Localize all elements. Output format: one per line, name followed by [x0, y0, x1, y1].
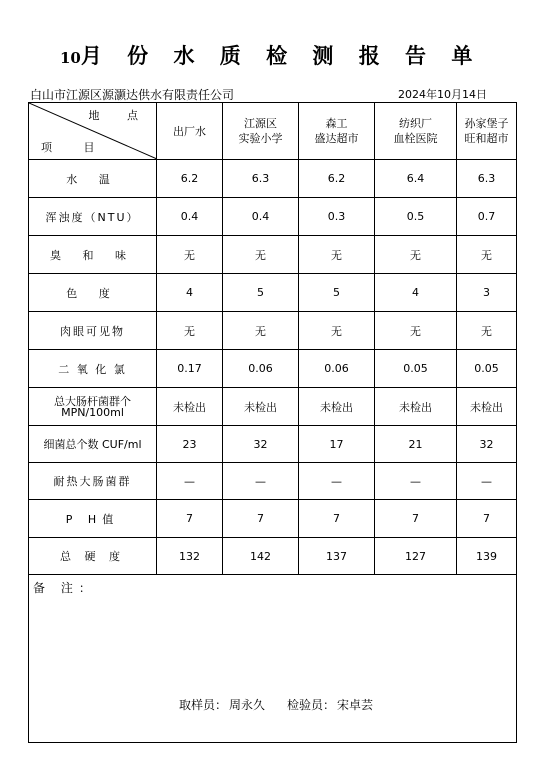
sampler-name: 周永久: [229, 698, 266, 712]
corner-location-label: 地 点: [88, 109, 150, 122]
cell-value: 3: [457, 274, 517, 312]
cell-value: 无: [457, 312, 517, 350]
table-row: [29, 312, 517, 350]
row-label: 肉眼可见物: [29, 312, 157, 350]
cell-value: 未检出: [299, 388, 375, 426]
remarks-row: [29, 575, 517, 743]
inspector-name: 宋卓芸: [337, 698, 374, 712]
row-label: 细菌总个数 CUF/ml: [29, 426, 157, 463]
cell-value: 0.06: [223, 350, 299, 388]
cell-value: 0.3: [299, 198, 375, 236]
cell-value: 0.17: [157, 350, 223, 388]
cell-value: 无: [223, 236, 299, 274]
location-header: 纺织厂 血栓医院: [375, 103, 457, 160]
cell-value: 7: [157, 500, 223, 538]
table-row: [29, 463, 517, 500]
table-row: [29, 500, 517, 538]
cell-value: 无: [299, 236, 375, 274]
cell-value: 0.05: [375, 350, 457, 388]
report-date: 2024年10月14日: [398, 88, 487, 101]
table-row: [29, 236, 517, 274]
row-label: 浑浊度（NTU）: [29, 198, 157, 236]
table-row: [29, 198, 517, 236]
cell-value: 4: [375, 274, 457, 312]
report-title: [60, 40, 481, 70]
cell-value: 137: [299, 538, 375, 575]
remarks-cell: [29, 575, 517, 743]
table-row: [29, 388, 517, 426]
cell-value: 4: [157, 274, 223, 312]
cell-value: 32: [457, 426, 517, 463]
table-row: [29, 426, 517, 463]
title-text: 月 份 水 质 检 测 报 告 单: [80, 43, 482, 68]
cell-value: 6.3: [223, 160, 299, 198]
location-header: 孙家堡子 旺和超市: [457, 103, 517, 160]
company-name: 白山市江源区源灏达供水有限责任公司: [30, 88, 235, 102]
cell-value: 0.4: [223, 198, 299, 236]
title-month: 10: [60, 49, 81, 67]
cell-value: 无: [457, 236, 517, 274]
cell-value: 23: [157, 426, 223, 463]
cell-value: 127: [375, 538, 457, 575]
cell-value: 无: [157, 312, 223, 350]
cell-value: 未检出: [157, 388, 223, 426]
cell-value: 未检出: [375, 388, 457, 426]
cell-value: 无: [299, 312, 375, 350]
cell-value: 132: [157, 538, 223, 575]
remarks-label: 备 注：: [33, 581, 97, 595]
cell-value: 6.3: [457, 160, 517, 198]
header-corner-cell: [29, 103, 157, 160]
cell-value: 无: [157, 236, 223, 274]
header-row: [29, 103, 517, 160]
cell-value: —: [375, 463, 457, 500]
cell-value: 0.4: [157, 198, 223, 236]
cell-value: 0.5: [375, 198, 457, 236]
row-label: 二 氧 化 氯: [29, 350, 157, 388]
cell-value: 0.05: [457, 350, 517, 388]
cell-value: 0.7: [457, 198, 517, 236]
corner-item-label: 项 目: [41, 141, 109, 154]
cell-value: —: [457, 463, 517, 500]
row-label: P H值: [29, 500, 157, 538]
cell-value: 6.2: [299, 160, 375, 198]
cell-value: 无: [375, 312, 457, 350]
row-label: 臭 和 味: [29, 236, 157, 274]
cell-value: —: [299, 463, 375, 500]
row-label: 水 温: [29, 160, 157, 198]
cell-value: —: [223, 463, 299, 500]
water-quality-table: [28, 102, 517, 743]
cell-value: 7: [223, 500, 299, 538]
location-header: 森工 盛达超市: [299, 103, 375, 160]
table-row: [29, 350, 517, 388]
cell-value: 0.06: [299, 350, 375, 388]
cell-value: 7: [299, 500, 375, 538]
cell-value: 32: [223, 426, 299, 463]
location-header: 江源区 实验小学: [223, 103, 299, 160]
row-label: 耐热大肠菌群: [29, 463, 157, 500]
cell-value: 6.2: [157, 160, 223, 198]
signature-line: [179, 696, 375, 713]
cell-value: 6.4: [375, 160, 457, 198]
cell-value: 142: [223, 538, 299, 575]
cell-value: 5: [223, 274, 299, 312]
location-header: 出厂水: [157, 103, 223, 160]
inspector-label: 检验员：: [287, 698, 336, 712]
cell-value: 21: [375, 426, 457, 463]
sampler-label: 取样员：: [179, 698, 228, 712]
cell-value: 无: [375, 236, 457, 274]
cell-value: —: [157, 463, 223, 500]
row-label: 色 度: [29, 274, 157, 312]
cell-value: 139: [457, 538, 517, 575]
row-label: 总大肠杆菌群个 MPN/100ml: [29, 388, 157, 426]
cell-value: 未检出: [223, 388, 299, 426]
table-row: [29, 274, 517, 312]
cell-value: 5: [299, 274, 375, 312]
cell-value: 17: [299, 426, 375, 463]
row-label: 总 硬 度: [29, 538, 157, 575]
cell-value: 未检出: [457, 388, 517, 426]
cell-value: 7: [375, 500, 457, 538]
cell-value: 无: [223, 312, 299, 350]
table-row: [29, 538, 517, 575]
table-row: [29, 160, 517, 198]
cell-value: 7: [457, 500, 517, 538]
